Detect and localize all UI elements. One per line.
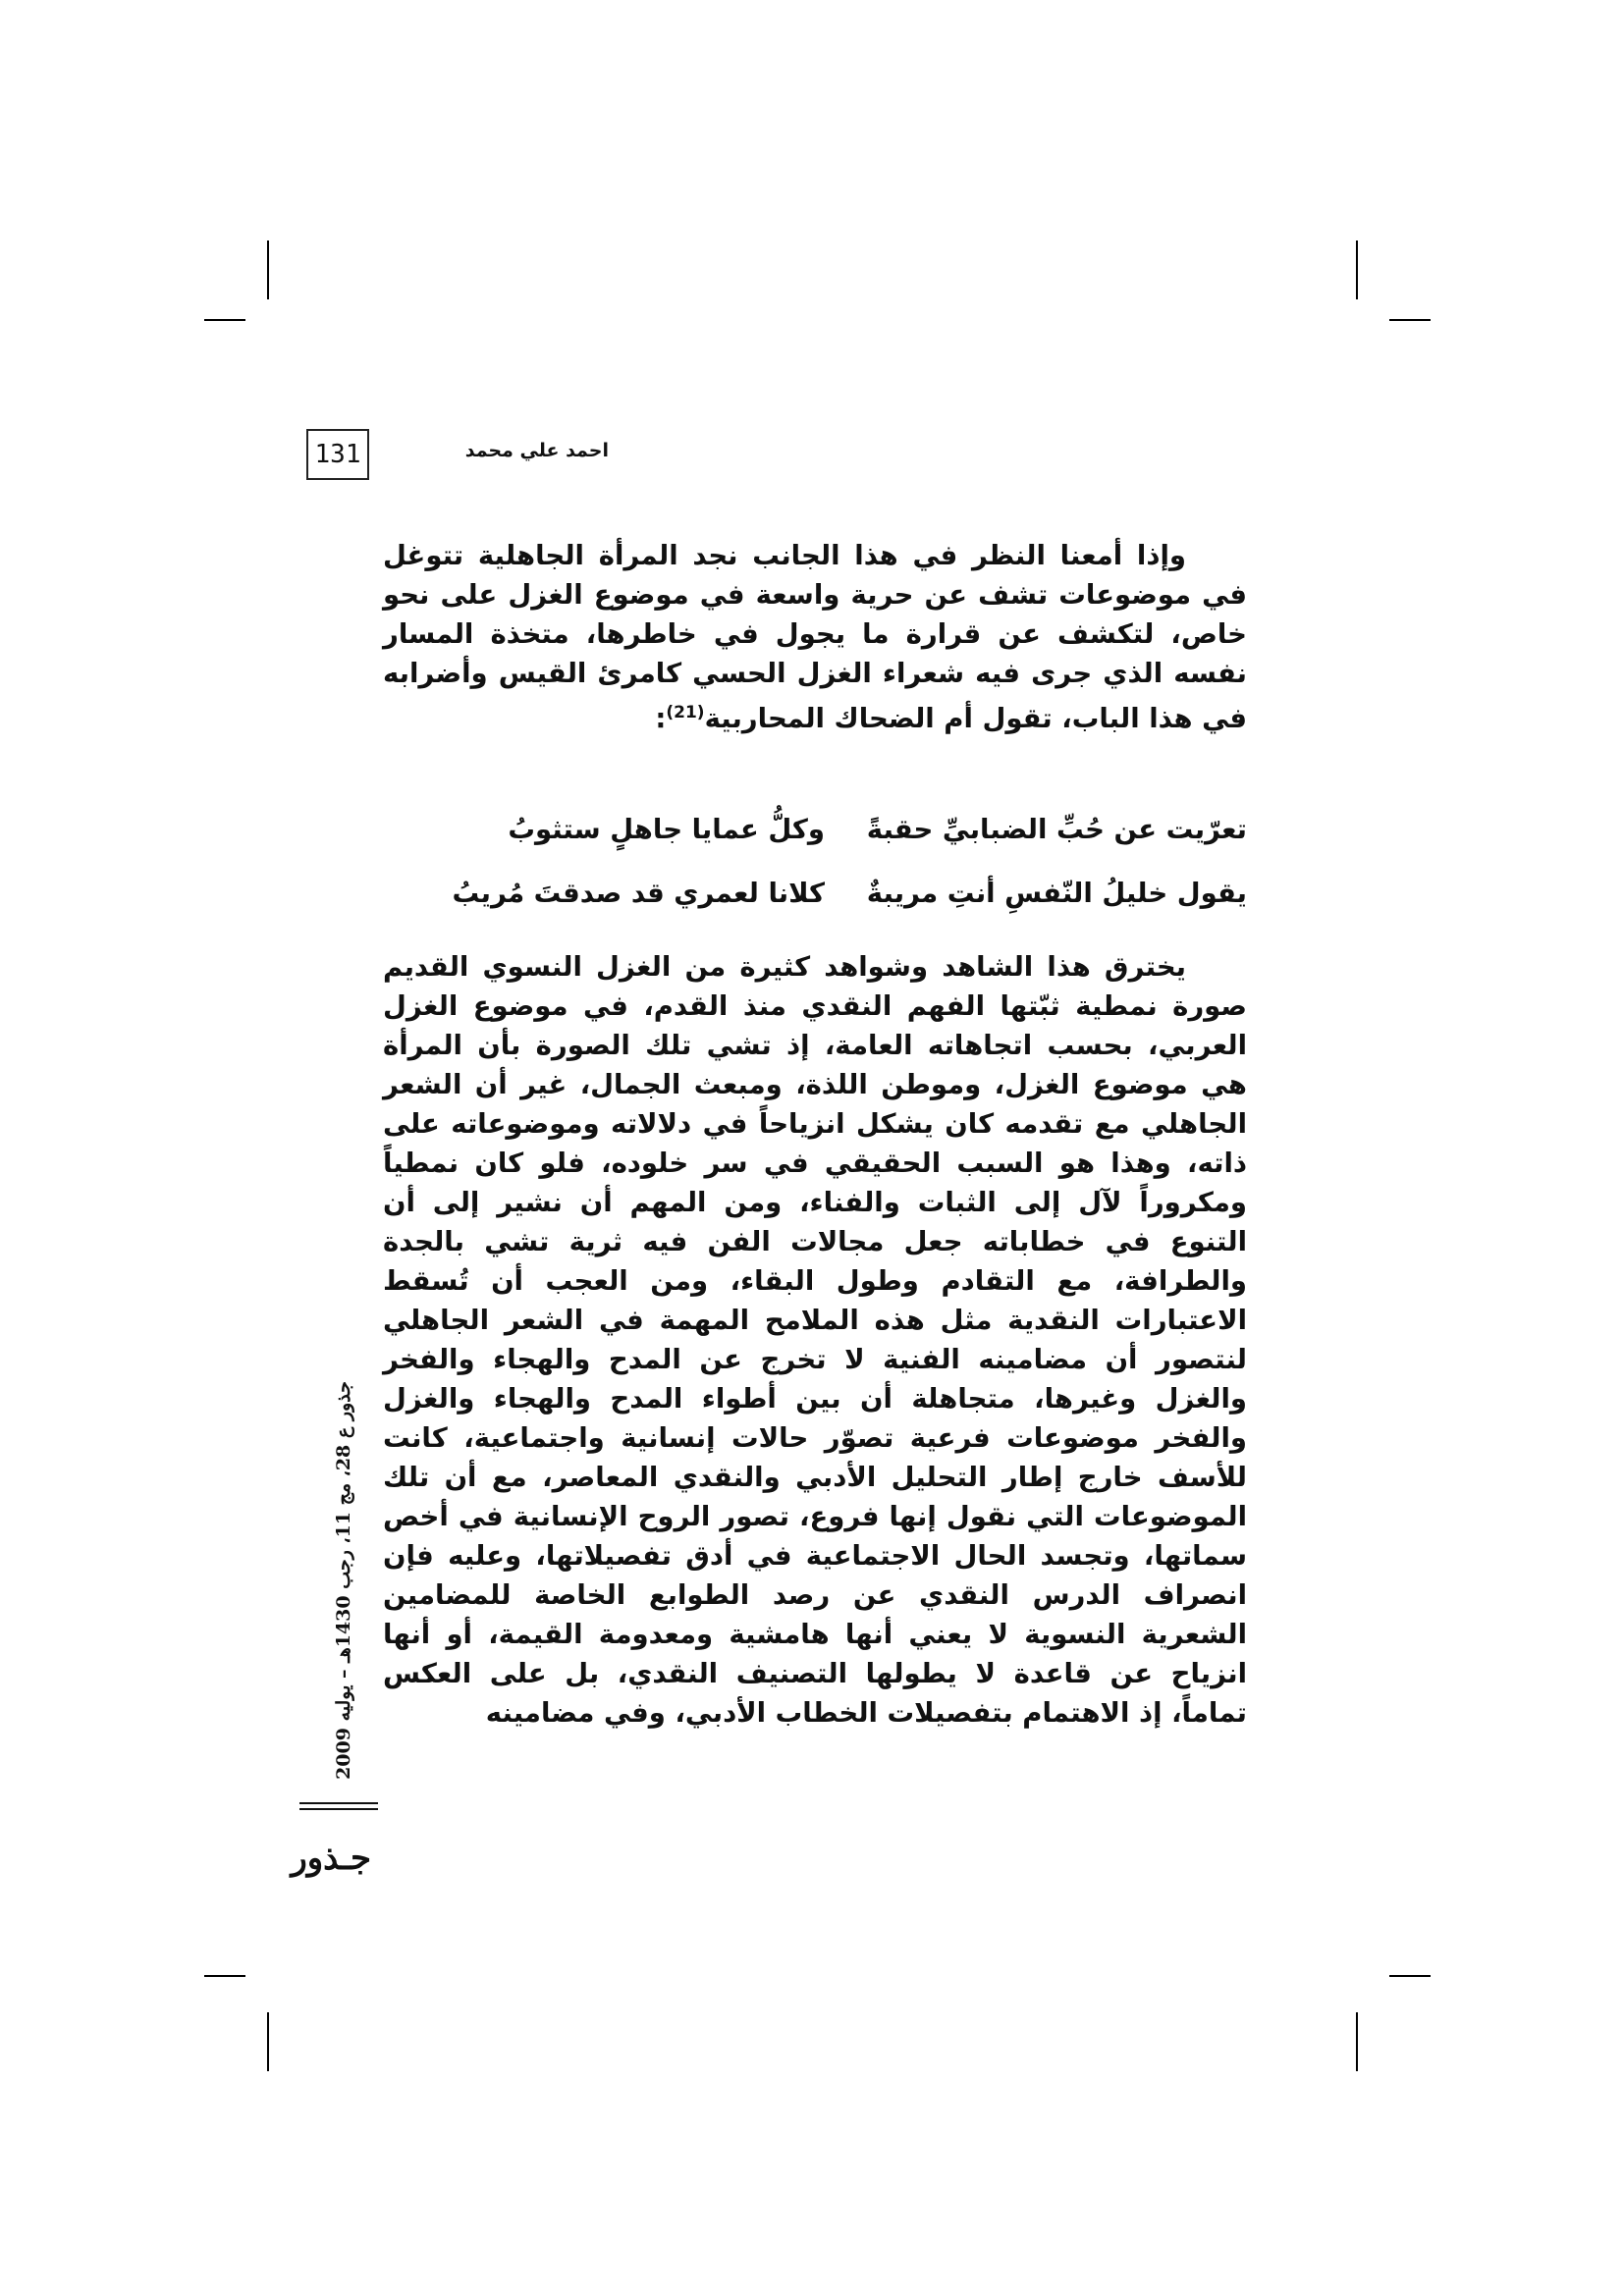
verse-hemistich-first: يقول خليلُ النّفسِ أنتِ مريبةٌ bbox=[866, 878, 1247, 909]
verse-line bbox=[383, 810, 1247, 849]
divider bbox=[299, 1802, 378, 1804]
author-name: احمد علي محمد bbox=[464, 440, 609, 461]
page-number: 131 bbox=[306, 429, 369, 480]
crop-mark bbox=[1356, 2012, 1358, 2071]
journal-info-text: جذور ع 28، مج 11، رجب 1430هـ – يوليه 2009 bbox=[333, 1381, 354, 1780]
crop-mark bbox=[1356, 240, 1358, 299]
verse-line bbox=[383, 874, 1247, 913]
paragraph-analysis-text: يخترق هذا الشاهد وشواهد كثيرة من الغزل النسوي القديم صورة نمطية ثبّتها الفهم النقدي منذ القدم، في موضوع الغزل العربي، بحسب اتجاهاته العامة، إذ تشي تلك الصورة بأن المرأة هي موضوع الغزل، وموطن اللذة، ومبعث الجمال، غير أن الشعر الجاهلي مع تقدمه كان يشكل انزياحاً في دلالاته وموضوعاته على ذاته، وهذا هو السبب الحقيقي في سر خلوده، فلو كان نمطياً ومكروراً لآل إلى الثبات والفناء، ومن المهم أن نشير إلى أن التنوع في خطاباته جعل مجالات الفن فيه ثرية تشي بالجدة والطرافة، مع التقادم وطول البقاء، ومن العجب أن تُسقط الاعتبارات النقدية مثل هذه الملامح المهمة في الشعر الجاهلي لنتصور أن مضامينه الفنية لا تخرج عن المدح والهجاء والفخر والغزل وغيرها، متجاهلة أن بين أطواء المدح والهجاء والغزل والفخر موضوعات فرعية تصوّر حالات إنسانية واجتماعية، كانت للأسف خارج إطار التحليل الأدبي والنقدي المعاصر، مع أن تلك الموضوعات التي نقول إنها فروع، تصور الروح الإنسانية في أخص سماتها، وتجسد الحال الاجتماعية في أدق تفصيلاتها، وعليه فإن انصراف الدرس النقدي عن رصد الطوابع الخاصة للمضامين الشعرية النسوية لا يعني أنها هامشية ومعدومة القيمة، أو أنها انزياح عن قاعدة لا يطولها التصنيف النقدي، بل على العكس تماماً، إذ الاهتمام بتفصيلات الخطاب الأدبي، وفي مضامينه bbox=[383, 951, 1247, 1729]
divider bbox=[299, 1808, 378, 1810]
journal-info bbox=[324, 1374, 363, 1787]
paragraph-intro-body: وإذا أمعنا النظر في هذا الجانب نجد المرأة الجاهلية تتوغل في موضوعات تشف عن حرية واسعة في موضوع الغزل على نحو خاص، لتكشف عن قرارة ما يجول في خاطرها، متخذة المسار نفسه الذي جرى فيه شعراء الغزل الحسي كامرئ القيس وأضرابه في هذا الباب، تقول أم الضحاك المحاربية bbox=[383, 540, 1247, 735]
paragraph-intro bbox=[383, 536, 1247, 738]
verse-hemistich-second: وكلُّ عمايا جاهلٍ ستثوبُ bbox=[508, 814, 825, 845]
journal-logo: جـذور bbox=[291, 1839, 371, 1878]
crop-mark bbox=[1389, 1975, 1431, 1977]
crop-mark bbox=[1389, 319, 1431, 321]
paragraph-analysis bbox=[383, 947, 1247, 1733]
verse-hemistich-first: تعرّيت عن حُبِّ الضبابيِّ حقبةً bbox=[866, 814, 1247, 845]
crop-mark bbox=[204, 1975, 245, 1977]
paragraph-intro-text: وإذا أمعنا النظر في هذا الجانب نجد المرأة الجاهلية تتوغل في موضوعات تشف عن حرية واسعة في موضوع الغزل على نحو خاص، لتكشف عن قرارة ما يجول في خاطرها، متخذة المسار نفسه الذي جرى فيه شعراء الغزل الحسي كامرئ القيس وأضرابه في هذا الباب، تقول أم الضحاك المحاربية$^{(21)}$: bbox=[383, 540, 1247, 735]
verse-hemistich-second: كلانا لعمري قد صدقتَ مُريبُ bbox=[452, 878, 825, 909]
crop-mark bbox=[267, 240, 269, 299]
crop-mark bbox=[267, 2012, 269, 2071]
footnote-reference: (21) bbox=[666, 703, 705, 722]
crop-mark bbox=[204, 319, 245, 321]
